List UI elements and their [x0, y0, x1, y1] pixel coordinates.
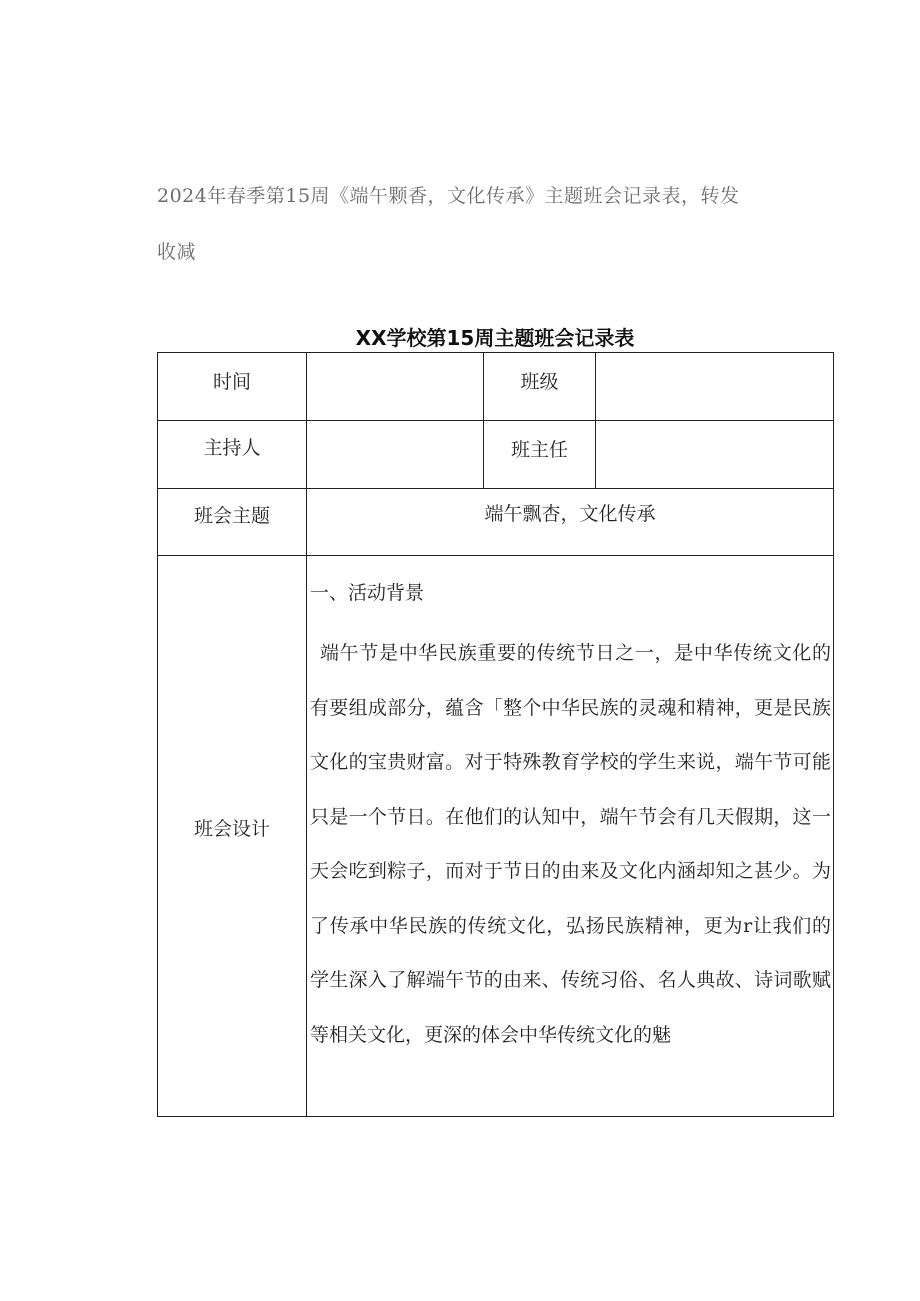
time-label: 时间 — [158, 353, 307, 421]
design-content-cell — [307, 556, 834, 1117]
design-section-heading: 一、活动背景 — [310, 582, 425, 604]
table-row-host-teacher — [158, 421, 834, 489]
table-title: XX学校第15周主题班会记录表 — [355, 326, 635, 350]
theme-value: 端午飘杏，文化传承 — [307, 489, 834, 556]
class-value-cell[interactable] — [596, 353, 834, 421]
theme-label: 班会主题 — [158, 489, 307, 556]
class-label: 班级 — [484, 353, 596, 421]
head-teacher-label: 班主任 — [484, 421, 596, 489]
document-heading: 2024年春季第15周《端午颗香，文化传承》主题班会记录表，转发收减 — [157, 185, 740, 263]
design-label: 班会设计 — [158, 556, 307, 1117]
host-value-cell[interactable] — [307, 421, 484, 489]
table-row-theme — [158, 489, 834, 556]
table-row-time-class — [158, 353, 834, 421]
head-teacher-value-cell[interactable] — [596, 421, 834, 489]
class-meeting-record-table — [157, 352, 834, 1117]
time-value-cell[interactable] — [307, 353, 484, 421]
table-row-design — [158, 556, 834, 1117]
design-paragraph: 端午节是中华民族重要的传统节日之一，是中华传统文化的有要组成部分，蕴含「整个中华民族的灵魂和精神，更是民族文化的宝贵财富。对于特殊教育学校的学生来说，端午节可能只是一个节日。在他们的认知中，端午节会有几天假期，这一天会吃到粽子，而对于节日的由来及文化内涵却知之甚少。为了传承中华民族的传统文化，弘扬民族精神，更为r让我们的学生深入了解端午节的由来、传统习俗、名人典故、诗词歌赋等相关文化，更深的体会中华传统文化的魅 — [310, 642, 831, 1046]
host-label: 主持人 — [158, 421, 307, 489]
